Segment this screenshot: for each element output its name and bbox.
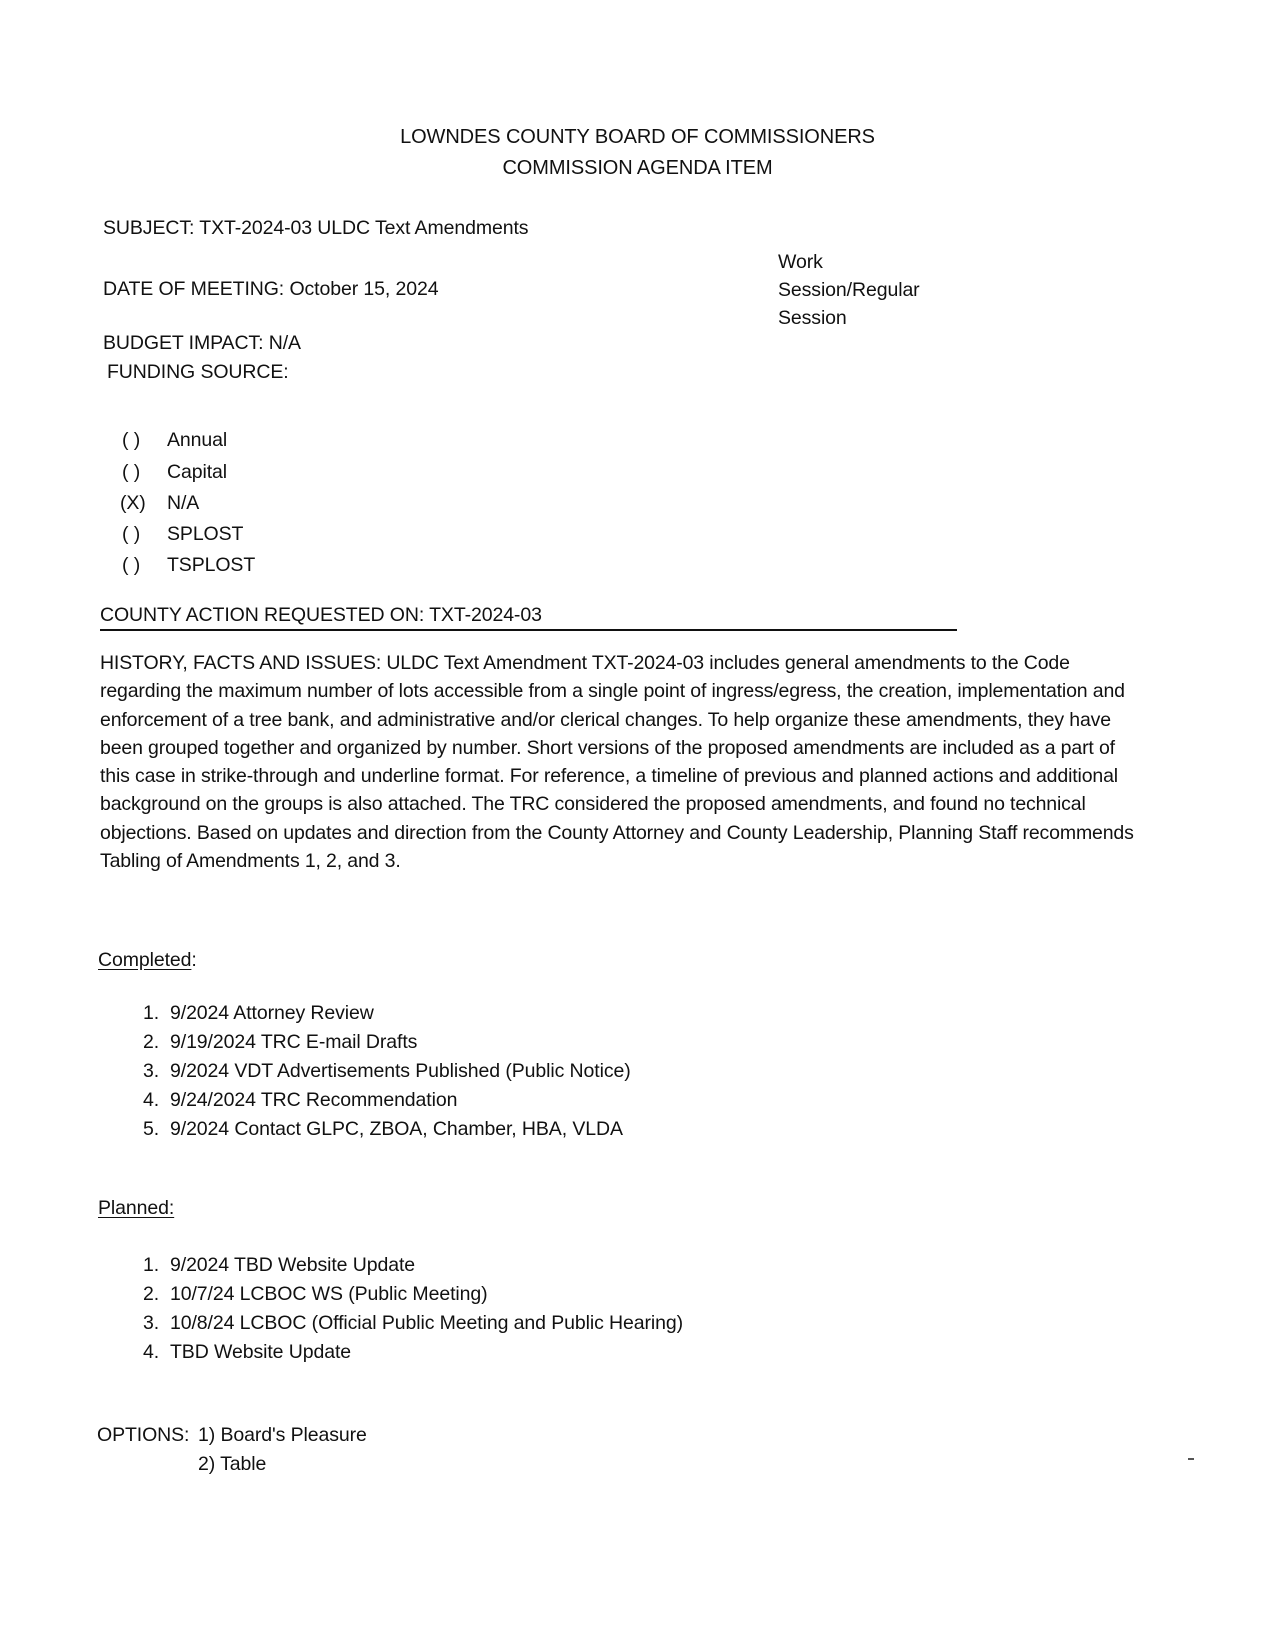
funding-option-label: TSPLOST	[167, 554, 256, 576]
completed-label: Completed	[98, 949, 192, 971]
completed-heading	[98, 948, 197, 972]
list-item: 5. 9/2024 Contact GLPC, ZBOA, Chamber, HBA, VLDA	[143, 1118, 623, 1140]
section-divider	[100, 629, 957, 631]
funding-source-label: FUNDING SOURCE:	[107, 361, 289, 383]
funding-option-label: Annual	[167, 429, 228, 451]
history-facts-issues: HISTORY, FACTS AND ISSUES: ULDC Text Amendment TXT-2024-03 includes general amendments to the Code regarding the maximum number of lots accessible from a single point of ingress/egress, the creation, implementation and enforcement of a tree bank, and administrative and/or clerical changes. To help organize these amendments, they have been grouped together and organized by number. Short versions of the proposed amendments are included as a part of this case in strike-through and underline format. For reference, a timeline of previous and planned actions and additional background on the groups is also attached. The TRC considered the proposed amendments, and found no technical objections. Based on updates and direction from the County Attorney and County Leadership, Planning Staff recommends Tabling of Amendments 1, 2, and 3.	[100, 652, 1134, 873]
meeting-date: DATE OF MEETING: October 15, 2024	[103, 278, 439, 300]
planned-heading: Planned:	[98, 1197, 175, 1219]
list-item: 3. 9/2024 VDT Advertisements Published (Public Notice)	[143, 1060, 631, 1082]
document-subtitle: COMMISSION AGENDA ITEM	[502, 157, 773, 179]
list-item: 2. 9/19/2024 TRC E-mail Drafts	[143, 1031, 418, 1053]
funding-checkbox: ( )	[122, 523, 141, 545]
list-item: 1. 9/2024 TBD Website Update	[143, 1254, 416, 1276]
funding-checkbox: ( )	[122, 429, 141, 451]
budget-impact: BUDGET IMPACT: N/A	[103, 332, 301, 354]
list-item: 4. TBD Website Update	[143, 1341, 352, 1363]
funding-option-capital	[122, 460, 227, 484]
funding-option-label: N/A	[167, 492, 200, 514]
list-item: 2. 10/7/24 LCBOC WS (Public Meeting)	[143, 1283, 488, 1305]
options-label: OPTIONS:	[97, 1424, 190, 1446]
list-item: 3. 10/8/24 LCBOC (Official Public Meeting and Public Hearing)	[143, 1312, 684, 1334]
session-type-line: Session/Regular	[778, 279, 920, 301]
county-action-requested: COUNTY ACTION REQUESTED ON: TXT-2024-03	[100, 604, 542, 626]
completed-colon: :	[191, 949, 197, 971]
funding-option-tsplost	[122, 553, 255, 577]
funding-checkbox: ( )	[122, 554, 141, 576]
funding-option-label: SPLOST	[167, 523, 244, 545]
funding-option-na	[120, 491, 199, 515]
list-item: 4. 9/24/2024 TRC Recommendation	[143, 1089, 458, 1111]
session-type-line: Work	[778, 251, 823, 273]
funding-option-label: Capital	[167, 461, 227, 483]
funding-checkbox: ( )	[122, 461, 141, 483]
funding-option-splost	[122, 522, 243, 546]
document-title: LOWNDES COUNTY BOARD OF COMMISSIONERS	[400, 126, 875, 148]
stray-scan-mark	[1188, 1458, 1194, 1460]
funding-checkbox-checked: (X)	[120, 492, 146, 514]
option-item: 2) Table	[198, 1453, 267, 1475]
list-item: 1. 9/2024 Attorney Review	[143, 1002, 374, 1024]
session-type-line: Session	[778, 307, 847, 329]
option-item: 1) Board's Pleasure	[198, 1424, 367, 1446]
subject-line: SUBJECT: TXT-2024-03 ULDC Text Amendments	[103, 217, 529, 239]
funding-option-annual	[122, 428, 227, 452]
